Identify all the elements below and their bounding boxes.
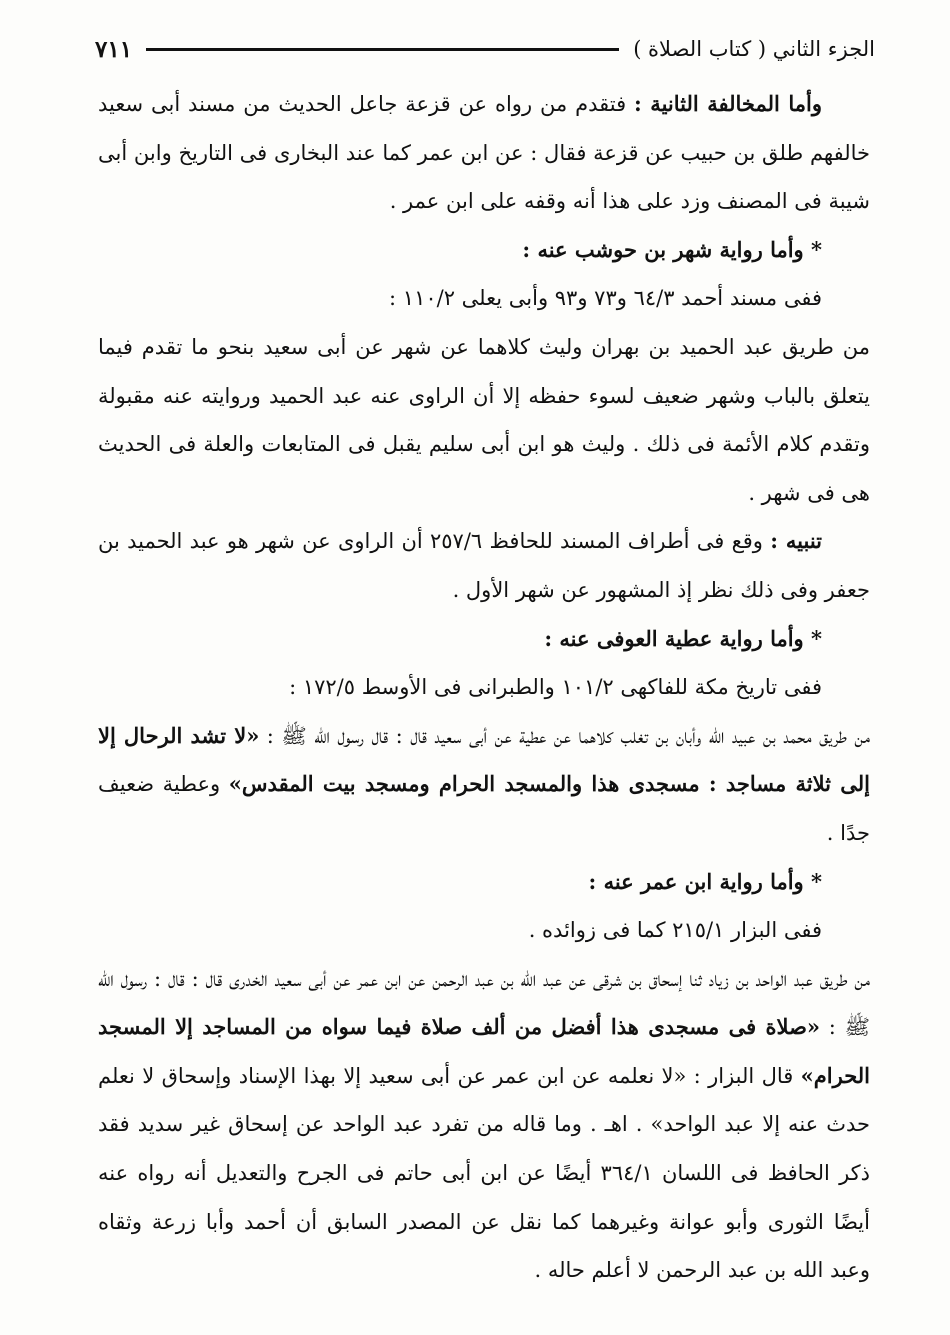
running-title: الجزء الثاني ( كتاب الصلاة ) xyxy=(633,37,875,61)
paragraph-text: من طريق عبد الحميد بن بهران وليث كلاهما عن شهر عن أبى سعيد بنحو ما تقدم فيما يتعلق بالباب وشهر ضعيف لسوء حفظه إلا أن الراوى عنه عبد الحميد وروايته عنه مقبولة وتقدم كلام الأئمة فى ذلك . وليث هو ابن أبى سليم يقبل فى المتابعات والعلة فى الحديث هى فى شهر . xyxy=(98,334,870,505)
section-heading-ibn-umar xyxy=(98,858,870,907)
section-heading-atiyya xyxy=(98,615,870,664)
heading-text: * وأما رواية عطية العوفى عنه : xyxy=(544,625,822,651)
heading-text: * وأما رواية شهر بن حوشب عنه : xyxy=(522,236,822,262)
paragraph-note xyxy=(98,517,870,614)
body-text xyxy=(98,80,870,1295)
paragraph-text: وقع فى أطراف المسند للحافظ ٢٥٧/٦ أن الراوى عن شهر هو عبد الحميد بن جعفر وفى ذلك نظر إذ المشهور عن شهر الأول . xyxy=(98,529,870,602)
paragraph-lead: وأما المخالفة الثانية : xyxy=(634,91,822,116)
note-label: تنبيه : xyxy=(770,528,823,554)
paragraph-text: ففى البزار ٢١٥/١ كما فى زوائده . xyxy=(528,918,822,943)
paragraph-text: من طريق محمد بن عبيد الله وأبان بن تغلب كلاهما عن عطية عن أبى سعيد قال : قال رسول الله ﷺ : xyxy=(259,723,871,748)
paragraph-abdulwahid xyxy=(98,955,870,1295)
paragraph-source-ahmad xyxy=(98,274,870,323)
section-heading-shahr xyxy=(98,226,870,275)
paragraph-text: من طريق عبد الواحد بن زياد ثنا إسحاق بن شرقى عن عبد الله بن عبد الرحمن عن ابن عمر عن أبى سعيد الخدرى قال : قال : رسول الله ﷺ : xyxy=(98,966,871,1040)
paragraph-text: ففى تاريخ مكة للفاكهى ١٠١/٢ والطبرانى فى الأوسط ١٧٢/٥ : xyxy=(289,675,822,700)
paragraph-source-fakihi xyxy=(98,663,870,712)
page-number: ٧١١ xyxy=(95,35,133,63)
paragraph-text: فتقدم من رواه عن قزعة جاعل الحديث من مسند أبى سعيد خالفهم طلق بن حبيب عن قزعة فقال : عن ابن عمر كما عند البخارى فى التاريخ وابن أبى شيبة فى المصنف وزد على هذا أنه وقفه على ابن عمر . xyxy=(98,92,870,214)
header-rule xyxy=(146,48,619,51)
heading-text: * وأما رواية ابن عمر عنه : xyxy=(588,868,822,894)
hadith-quote: «لا تشد الرحال إلا إلى ثلاثة مساجد : مسجدى هذا والمسجد الحرام ومسجد بيت المقدس» xyxy=(98,722,870,797)
paragraph-text: قال البزار : «لا نعلمه عن ابن عمر عن أبى سعيد إلا بهذا الإسناد وإسحاق لا نعلم حدث عنه إلا عبد الواحد» . اهـ . وما قاله من تفرد عبد الواحد عن إسحاق غير سديد فقد ذكر الحافظ فى اللسان ٣٦٤/١ أيضًا عن ابن أبى حاتم فى الجرح والتعديل أنه رواه عنه أيضًا الثورى وأبو عوانة وغيرهما كما نقل عن المصدر السابق أن أحمد وأبا زرعة وثقاه وعبد الله بن عبد الرحمن لا أعلم حاله . xyxy=(98,1063,871,1283)
paragraph-second-contradiction xyxy=(98,80,870,226)
paragraph-source-bazzar xyxy=(98,906,870,955)
paragraph-text: ففى مسند أحمد ٦٤/٣ و٧٣ و٩٣ وأبى يعلى ١١٠/٢ : xyxy=(389,286,822,311)
page-header xyxy=(95,30,875,68)
paragraph-muhammad-ubaydullah xyxy=(98,712,870,858)
hadith-quote: «صلاة فى مسجدى هذا أفضل من ألف صلاة فيما سواه من المساجد إلا المسجد الحرام» xyxy=(98,1014,870,1088)
paragraph-abdulhamid xyxy=(98,323,870,517)
paragraph-text: وعطية ضعيف جدًا . xyxy=(98,772,870,845)
